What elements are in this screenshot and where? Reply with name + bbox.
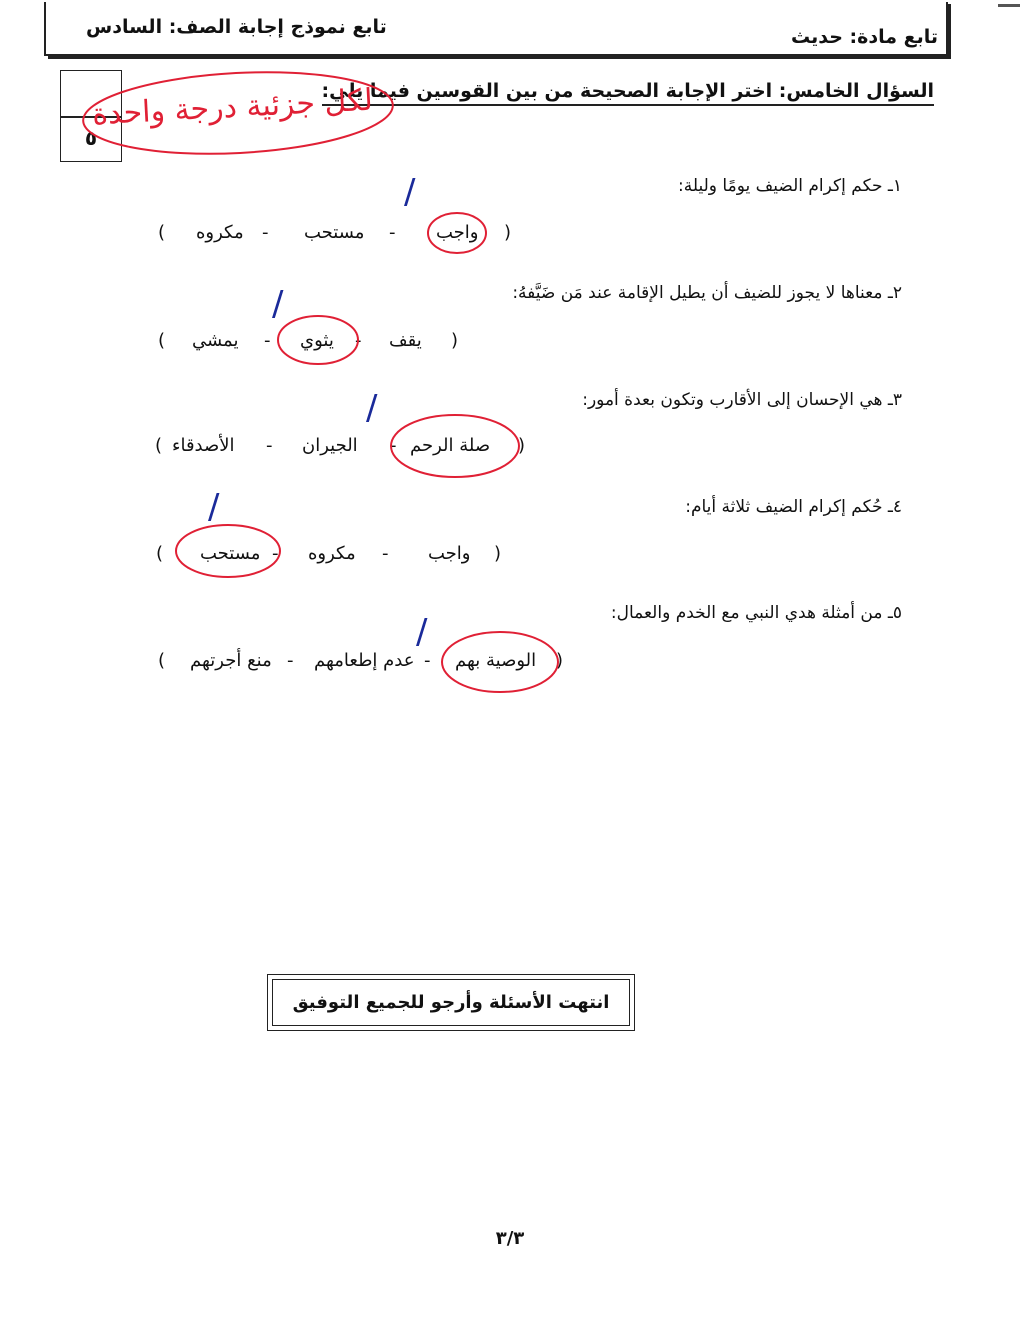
item-2-dash-1: - <box>355 330 362 351</box>
item-1-tick-mark: / <box>404 172 416 212</box>
score-value: ٥ <box>84 126 98 150</box>
item-3-open-paren: ( <box>518 435 526 456</box>
item-4-option-2: مكروه <box>308 543 356 564</box>
item-1-dash-2: - <box>262 222 269 243</box>
item-2-option-3: يمشي <box>192 330 239 351</box>
item-4-tick-mark: / <box>208 487 220 527</box>
item-2-answer-circle <box>278 316 358 364</box>
page-number: ٣/٣ <box>495 1228 525 1249</box>
item-1-option-1: واجب <box>436 222 479 243</box>
item-4-answer-circle <box>176 525 280 577</box>
footer-frame-inner <box>272 979 630 1026</box>
item-2-option-1: يقف <box>389 330 422 351</box>
item-4-dash-1: - <box>382 543 389 564</box>
item-5-option-1: الوصية بهم <box>455 650 537 671</box>
item-5-open-paren: ( <box>556 650 564 671</box>
item-1-open-paren: ( <box>504 222 512 243</box>
item-4-close-paren: ) <box>156 543 164 564</box>
item-2-option-2: يثوي <box>300 330 334 351</box>
item-5-dash-2: - <box>287 650 294 671</box>
item-4-statement: ٤ـ حُكم إكرام الضيف ثلاثة أيام: <box>685 497 902 517</box>
item-5-close-paren: ) <box>158 650 166 671</box>
item-3-close-paren: ) <box>155 435 163 456</box>
item-1-option-3: مكروه <box>196 222 244 243</box>
item-2-tick-mark: / <box>272 284 284 324</box>
item-2-statement: ٢ـ معناها لا يجوز للضيف أن يطيل الإقامة عند مَن ضَيَّفهُ: <box>512 283 902 303</box>
item-1-close-paren: ) <box>158 222 166 243</box>
item-3-option-1: صلة الرحم <box>410 435 491 456</box>
item-3-statement: ٣ـ هي الإحسان إلى الأقارب وتكون بعدة أمور: <box>582 390 902 410</box>
item-5-statement: ٥ـ من أمثلة هدي النبي مع الخدم والعمال: <box>610 603 902 623</box>
item-4-option-3: مستحب <box>200 543 261 564</box>
item-1-dash-1: - <box>389 222 396 243</box>
footer-message: انتهت الأسئلة وأرجو للجميع التوفيق <box>292 992 610 1013</box>
item-5-dash-1: - <box>424 650 431 671</box>
item-4-dash-2: - <box>272 543 279 564</box>
item-2-open-paren: ( <box>451 330 459 351</box>
item-3-dash-1: - <box>390 435 397 456</box>
item-5-answer-circle <box>442 632 558 692</box>
marker-note: لكل جزئية درجة واحدة <box>91 82 374 133</box>
item-1-statement: ١ـ حكم إكرام الضيف يومًا وليلة: <box>678 176 902 196</box>
item-3-answer-circle <box>391 415 519 477</box>
item-3-option-3: الأصدقاء <box>172 435 235 456</box>
item-5-option-2: عدم إطعامهم <box>314 650 415 671</box>
item-3-dash-2: - <box>266 435 273 456</box>
item-5-option-3: منع أجرتهم <box>190 650 272 671</box>
item-5-tick-mark: / <box>416 612 428 652</box>
item-3-option-2: الجيران <box>302 435 358 456</box>
header-grade: تابع نموذج إجابة الصف: السادس <box>86 16 387 38</box>
header-subject: تابع مادة: حديث <box>791 26 938 48</box>
item-1-answer-circle <box>428 213 486 253</box>
item-2-close-paren: ) <box>158 330 166 351</box>
item-4-option-1: واجب <box>428 543 471 564</box>
item-2-dash-2: - <box>264 330 271 351</box>
question-title: السؤال الخامس: اختر الإجابة الصحيحة من بين القوسين فيما يلي: <box>322 80 934 106</box>
item-4-open-paren: ( <box>494 543 502 564</box>
item-3-tick-mark: / <box>366 388 378 428</box>
item-1-option-2: مستحب <box>304 222 365 243</box>
